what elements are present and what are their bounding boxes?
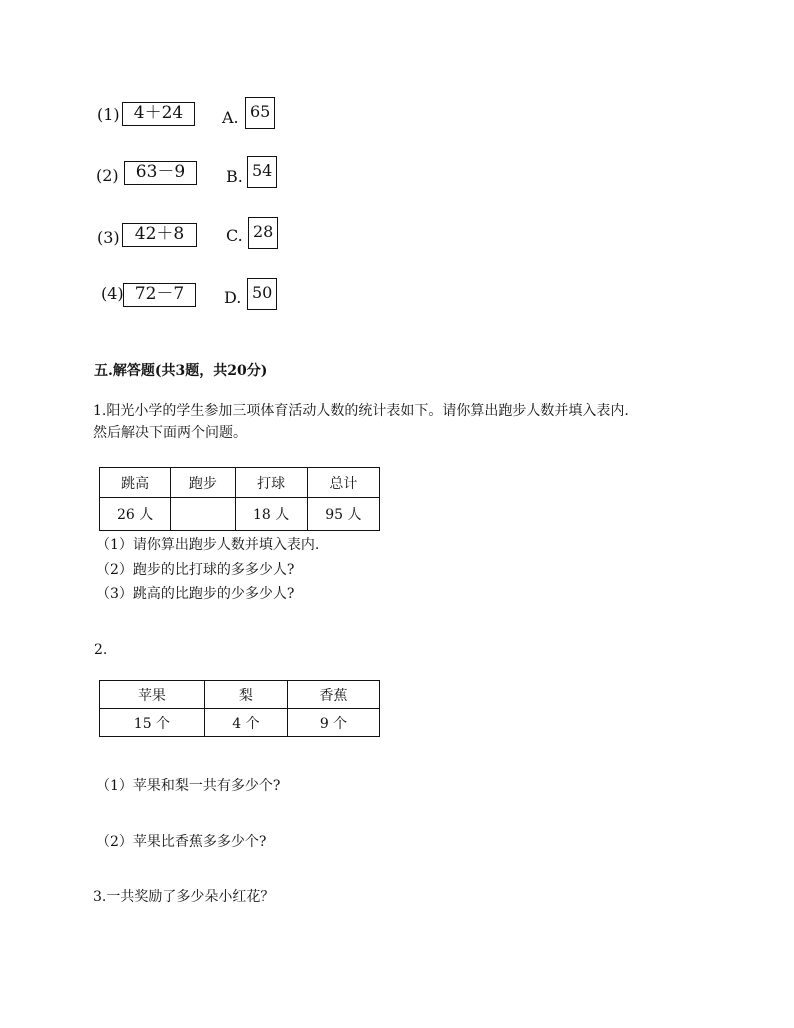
header-cell-apple: 苹果 [100, 681, 205, 709]
activity-table [99, 467, 380, 531]
item-number: (1) [97, 105, 120, 124]
option-letter: D. [224, 288, 242, 307]
value-cell-total: 95 人 [307, 498, 379, 531]
expression-box: 4＋24 [122, 102, 195, 126]
option-letter: C. [226, 226, 243, 245]
question-2-label: 2. [94, 642, 108, 658]
value-cell-banana: 9 个 [287, 709, 379, 737]
header-cell-ball: 打球 [235, 468, 307, 498]
question-1-sub-2: （2）跑步的比打球的多多少人? [96, 562, 295, 578]
item-number: (3) [97, 228, 120, 247]
header-cell-total: 总计 [307, 468, 379, 498]
question-3-text: 3.一共奖励了多少朵小红花？ [93, 889, 275, 905]
value-cell-pear: 4 个 [204, 709, 287, 737]
value-cell-ball: 18 人 [235, 498, 307, 531]
header-cell-pear: 梨 [204, 681, 287, 709]
value-cell-apple: 15 个 [100, 709, 205, 737]
answer-box: 50 [247, 278, 277, 310]
answer-box: 54 [247, 156, 277, 188]
question-1-text-line1: 1.阳光小学的学生参加三项体育活动人数的统计表如下。请你算出跑步人数并填入表内. [93, 403, 629, 419]
item-number: (2) [96, 166, 119, 185]
answer-box: 65 [245, 97, 275, 129]
option-letter: A. [222, 108, 239, 127]
header-cell-banana: 香蕉 [287, 681, 379, 709]
fruit-table [99, 680, 380, 737]
question-1-sub-3: （3）跳高的比跑步的少多少人? [96, 586, 295, 602]
question-2-sub-2: （2）苹果比香蕉多多少个? [96, 834, 267, 850]
expression-box: 72－7 [123, 283, 196, 307]
question-2-sub-1: （1）苹果和梨一共有多少个? [96, 778, 281, 794]
option-letter: B. [226, 167, 243, 186]
question-1-text-line2: 然后解决下面两个问题。 [93, 425, 247, 441]
answer-box: 28 [248, 217, 278, 249]
expression-box: 42＋8 [122, 223, 197, 247]
value-cell-high-jump: 26 人 [100, 498, 171, 531]
value-cell-running[interactable] [171, 498, 235, 531]
question-1-sub-1: （1）请你算出跑步人数并填入表内. [96, 537, 320, 553]
expression-box: 63－9 [124, 161, 197, 185]
item-number: (4) [101, 284, 124, 303]
header-cell-running: 跑步 [171, 468, 235, 498]
section-title: 五.解答题(共3题，共20分) [94, 363, 268, 379]
header-cell-high-jump: 跳高 [100, 468, 171, 498]
